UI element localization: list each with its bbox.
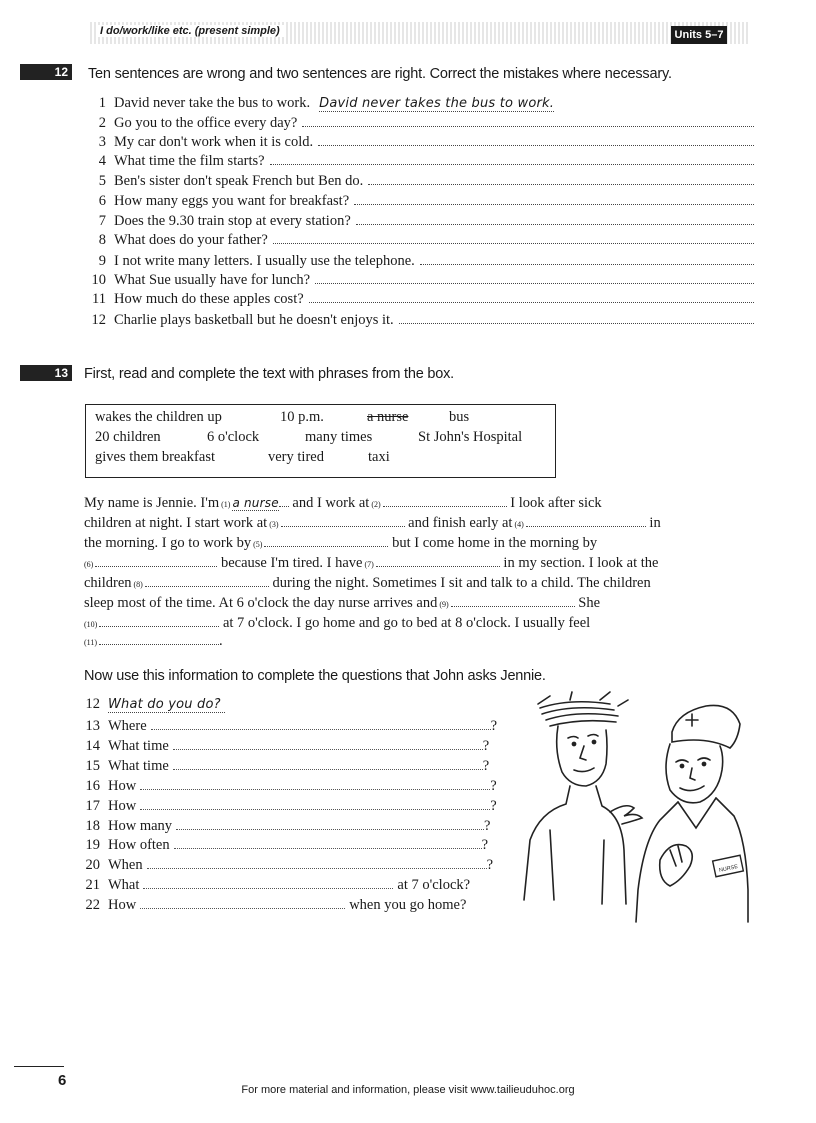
phrase: wakes the children up — [95, 409, 222, 425]
exercise-12-instruction: Ten sentences are wrong and two sentences are right. Correct the mistakes where necessary. — [88, 66, 672, 82]
sentence-row — [84, 95, 754, 114]
phrase: very tired — [268, 449, 324, 465]
sentence-row — [84, 213, 754, 232]
text-line: (6) because I'm tired. I have (7) in my section. I look at the — [84, 555, 659, 571]
answer-line[interactable] — [151, 717, 491, 730]
answer-line[interactable] — [356, 214, 754, 225]
footer-note: For more material and information, please visit www.tailieuduhoc.org — [241, 1084, 575, 1096]
gap-line[interactable] — [376, 556, 500, 567]
question-number: 17 — [85, 798, 100, 814]
answer-line[interactable] — [147, 856, 487, 869]
question-row: 16 How ? — [78, 777, 497, 796]
answer-line[interactable] — [302, 116, 754, 127]
john-figure — [524, 692, 642, 904]
sentence-number: 10 — [91, 272, 106, 288]
sentence-row — [84, 134, 754, 153]
question-row: 14 What time ? — [78, 737, 489, 756]
phrase: St John's Hospital — [418, 429, 523, 445]
sentence-number: 1 — [98, 95, 106, 111]
sentence-row — [84, 193, 754, 212]
page-number: 6 — [58, 1072, 67, 1089]
sentence-text: My car don't work when it is cold. — [114, 134, 314, 150]
question-number: 12 — [85, 696, 100, 712]
sentence-text: David never take the bus to work. — [114, 95, 311, 111]
text-line: My name is Jennie. I'm (1) a nurse and I work at (2) I look after sick — [84, 495, 602, 511]
sentence-text: What time the film starts? — [114, 153, 265, 169]
question-number: 22 — [85, 897, 100, 913]
handwritten-answer[interactable]: David never takes the bus to work. — [319, 96, 555, 111]
question-row: 19 How often ? — [78, 836, 488, 855]
phrase: gives them breakfast — [95, 449, 215, 465]
answer-line[interactable] — [176, 817, 484, 830]
question-number: 18 — [85, 818, 100, 834]
sentence-row — [84, 272, 754, 291]
answer-line[interactable] — [354, 194, 754, 205]
text-line: (11) . — [84, 633, 223, 649]
question-row: 21 What at 7 o'clock? — [78, 876, 470, 895]
sentence-text: What does do your father? — [114, 232, 268, 248]
gap-line[interactable] — [95, 556, 217, 567]
answer-line[interactable] — [273, 233, 754, 244]
answer-line[interactable] — [140, 797, 490, 810]
sentence-text: How much do these apples cost? — [114, 291, 304, 307]
gap-line[interactable] — [99, 616, 219, 627]
sentence-text: What Sue usually have for lunch? — [114, 272, 311, 288]
svg-text:NURSE: NURSE — [718, 863, 739, 874]
text-line: children (8) during the night. Sometimes I sit and talk to a child. The children — [84, 575, 651, 591]
page-number-rule — [14, 1066, 64, 1067]
question-row: 22 How when you go home? — [78, 896, 466, 915]
phrase: 10 p.m. — [280, 409, 324, 425]
text-line: children at night. I start work at (3) and finish early at (4) in — [84, 515, 661, 531]
text-line: sleep most of the time. At 6 o'clock the day nurse arrives and (9) She — [84, 595, 601, 611]
sentence-number: 7 — [98, 213, 106, 229]
sentence-row — [84, 312, 754, 331]
text-line: the morning. I go to work by (5) but I come home in the morning by — [84, 535, 598, 551]
sentence-row — [84, 232, 754, 251]
handwritten-answer[interactable]: What do you do? — [108, 697, 225, 713]
answer-line[interactable] — [140, 777, 490, 790]
sentence-number: 9 — [98, 253, 106, 269]
gap-line[interactable] — [383, 496, 507, 507]
sentence-text: Does the 9.30 train stop at every station? — [114, 213, 351, 229]
john-and-jennie-illustration — [510, 690, 750, 930]
gap-line[interactable] — [451, 596, 575, 607]
question-row — [78, 696, 225, 715]
phrase: taxi — [368, 449, 390, 465]
phrase: 6 o'clock — [207, 429, 260, 445]
sentence-number: 3 — [98, 134, 106, 150]
sentence-text: I not write many letters. I usually use the telephone. — [114, 253, 415, 269]
sentence-row — [84, 291, 754, 310]
question-number: 16 — [85, 778, 100, 794]
phrase: bus — [449, 409, 470, 425]
answer-line[interactable] — [309, 292, 754, 303]
answer-line[interactable] — [399, 313, 754, 324]
phrase-used: a nurse — [367, 409, 409, 425]
gap-line[interactable] — [99, 634, 219, 645]
text-line: (10) at 7 o'clock. I go home and go to bed at 8 o'clock. I usually feel — [84, 615, 591, 631]
sentence-text: How many eggs you want for breakfast? — [114, 193, 350, 209]
question-number: 19 — [85, 837, 100, 853]
answer-line[interactable] — [270, 154, 754, 165]
sentence-number: 8 — [98, 232, 106, 248]
question-row: 18 How many ? — [78, 817, 490, 836]
question-number: 13 — [85, 718, 100, 734]
exercise-13-number: 13 — [20, 365, 72, 381]
question-number: 15 — [85, 758, 100, 774]
gap-line[interactable] — [526, 516, 646, 527]
question-number: 21 — [85, 877, 100, 893]
question-row: 13 Where ? — [78, 717, 497, 736]
gap-line[interactable] — [281, 516, 405, 527]
answer-line[interactable] — [173, 737, 483, 750]
question-number: 20 — [85, 857, 100, 873]
sentence-number: 6 — [98, 193, 106, 209]
answer-line[interactable] — [420, 254, 754, 265]
sentence-row — [84, 253, 754, 272]
answer-line[interactable] — [143, 876, 393, 889]
header-topic: I do/work/like etc. (present simple) — [96, 25, 284, 37]
header-units: Units 5–7 — [671, 26, 727, 44]
answer-line[interactable] — [174, 836, 482, 849]
sentence-number: 11 — [92, 291, 106, 307]
jennie-figure — [636, 705, 748, 922]
question-row: 17 How ? — [78, 797, 497, 816]
sentence-row — [84, 115, 754, 134]
sentence-text: Ben's sister don't speak French but Ben do. — [114, 173, 364, 189]
sentence-number: 5 — [98, 173, 106, 189]
question-row: 15 What time ? — [78, 757, 489, 776]
answer-line[interactable] — [318, 135, 754, 146]
answer-line[interactable] — [368, 174, 754, 185]
phrase-box — [85, 404, 556, 478]
sentence-row — [84, 173, 754, 192]
gap-line[interactable] — [145, 576, 269, 587]
sentence-number: 4 — [98, 153, 106, 169]
answer-line[interactable] — [315, 273, 754, 284]
exercise-13-instruction: First, read and complete the text with phrases from the box. — [84, 366, 455, 382]
name-badge — [713, 855, 744, 876]
sentence-row — [84, 153, 754, 172]
exercise-12-number: 12 — [20, 64, 72, 80]
sentence-number: 2 — [98, 115, 106, 131]
answer-line[interactable] — [173, 757, 483, 770]
exercise-13-instruction-2: Now use this information to complete the questions that John asks Jennie. — [84, 668, 546, 684]
phrase: many times — [305, 429, 373, 445]
sentence-number: 12 — [91, 312, 106, 328]
question-number: 14 — [85, 738, 100, 754]
sentence-text: Go you to the office every day? — [114, 115, 298, 131]
phrase: 20 children — [95, 429, 161, 445]
question-row: 20 When ? — [78, 856, 493, 875]
gap-line[interactable] — [264, 536, 388, 547]
sentence-text: Charlie plays basketball but he doesn't enjoys it. — [114, 312, 394, 328]
handwritten-answer[interactable]: a nurse — [232, 496, 279, 510]
answer-line[interactable] — [140, 896, 345, 909]
